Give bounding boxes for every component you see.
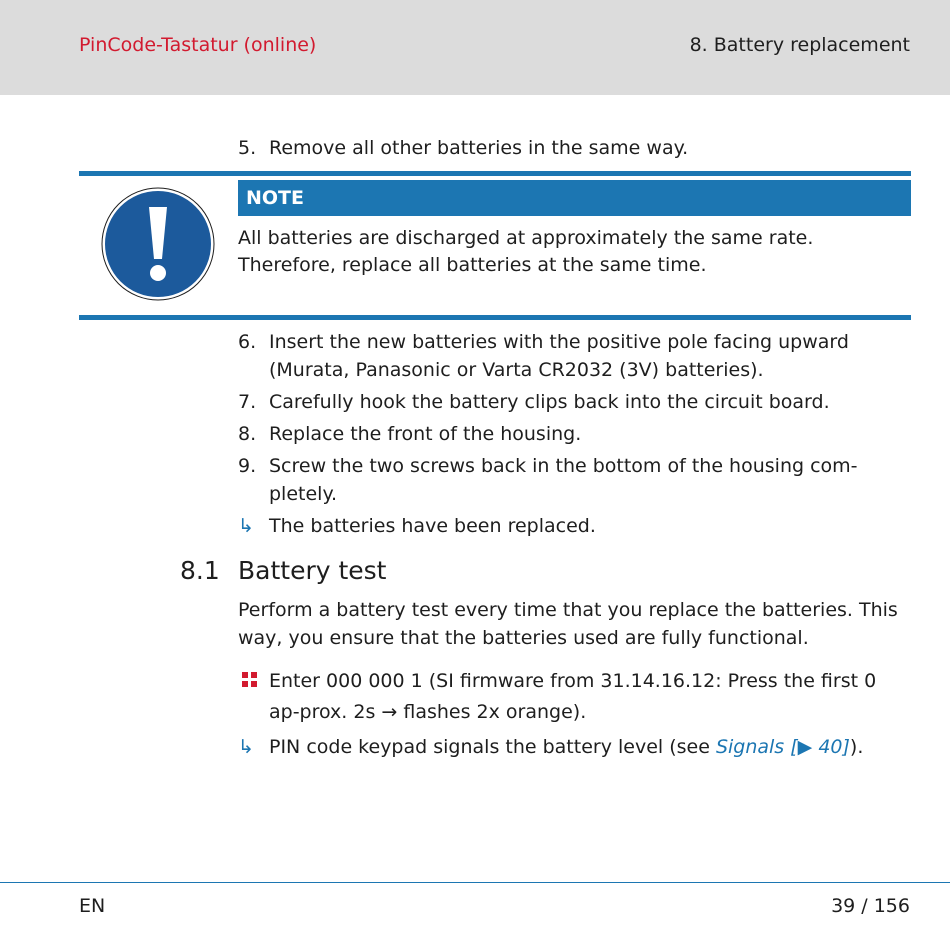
step-7 [238, 388, 878, 416]
action-step [238, 666, 878, 728]
section-intro: Perform a battery test every time that you replace the batteries. This way, you ensure that the batteries used are fully functional. [238, 599, 898, 649]
play-triangle-icon: ▶ [797, 736, 813, 758]
section-number: 8.1 [180, 556, 220, 585]
step-number: 8. [238, 423, 257, 445]
action-text: Enter 000 000 1 (SI firmware from 31.14.16.12: Press the first 0 ap-prox. 2s → flashes 2x orange). [269, 670, 877, 723]
step-text: Screw the two screws back in the bottom of the housing com-pletely. [269, 455, 858, 505]
section-title: Battery test [238, 556, 387, 585]
step-number: 6. [238, 331, 257, 353]
step-number: 7. [238, 391, 257, 413]
result-text [238, 733, 878, 761]
step-text: Replace the front of the housing. [269, 423, 582, 445]
page-number: 39 / 156 [831, 895, 910, 917]
note-top-rule [79, 171, 911, 176]
result-arrow-icon: ↳ [238, 736, 254, 758]
result-text-after: ). [849, 736, 864, 758]
product-name: PinCode-Tastatur (online) [79, 34, 317, 56]
result-battery-level [238, 733, 878, 761]
result-batteries-replaced [238, 512, 878, 540]
chapter-title: 8. Battery replacement [689, 34, 910, 56]
step-text: Insert the new batteries with the positive pole facing upward (Murata, Panasonic or Varta CR2032 (3V) batteries). [269, 331, 849, 381]
step-text: Carefully hook the battery clips back into the circuit board. [269, 391, 830, 413]
result-text-before: PIN code keypad signals the battery level (see [269, 736, 716, 758]
note-text: All batteries are discharged at approximately the same rate. Therefore, replace all batteries at the same time. [238, 227, 814, 276]
step-5 [238, 134, 878, 162]
footer-language: EN [79, 895, 106, 917]
step-6 [238, 328, 878, 384]
signals-link-text: Signals [ [715, 736, 798, 758]
result-arrow-icon: ↳ [238, 515, 254, 537]
footer-rule [0, 882, 950, 883]
signals-link[interactable] [716, 736, 850, 758]
step-number: 9. [238, 455, 257, 477]
page-header [0, 0, 950, 95]
step-9 [238, 452, 878, 508]
step-number: 5. [238, 137, 257, 159]
note-title: NOTE [238, 180, 911, 216]
note-bottom-rule [79, 315, 911, 320]
step-text: Remove all other batteries in the same way. [269, 137, 689, 159]
signals-link-page: 40] [812, 736, 850, 758]
result-text: The batteries have been replaced. [269, 515, 596, 537]
step-8 [238, 420, 878, 448]
exclamation-icon [101, 187, 215, 301]
